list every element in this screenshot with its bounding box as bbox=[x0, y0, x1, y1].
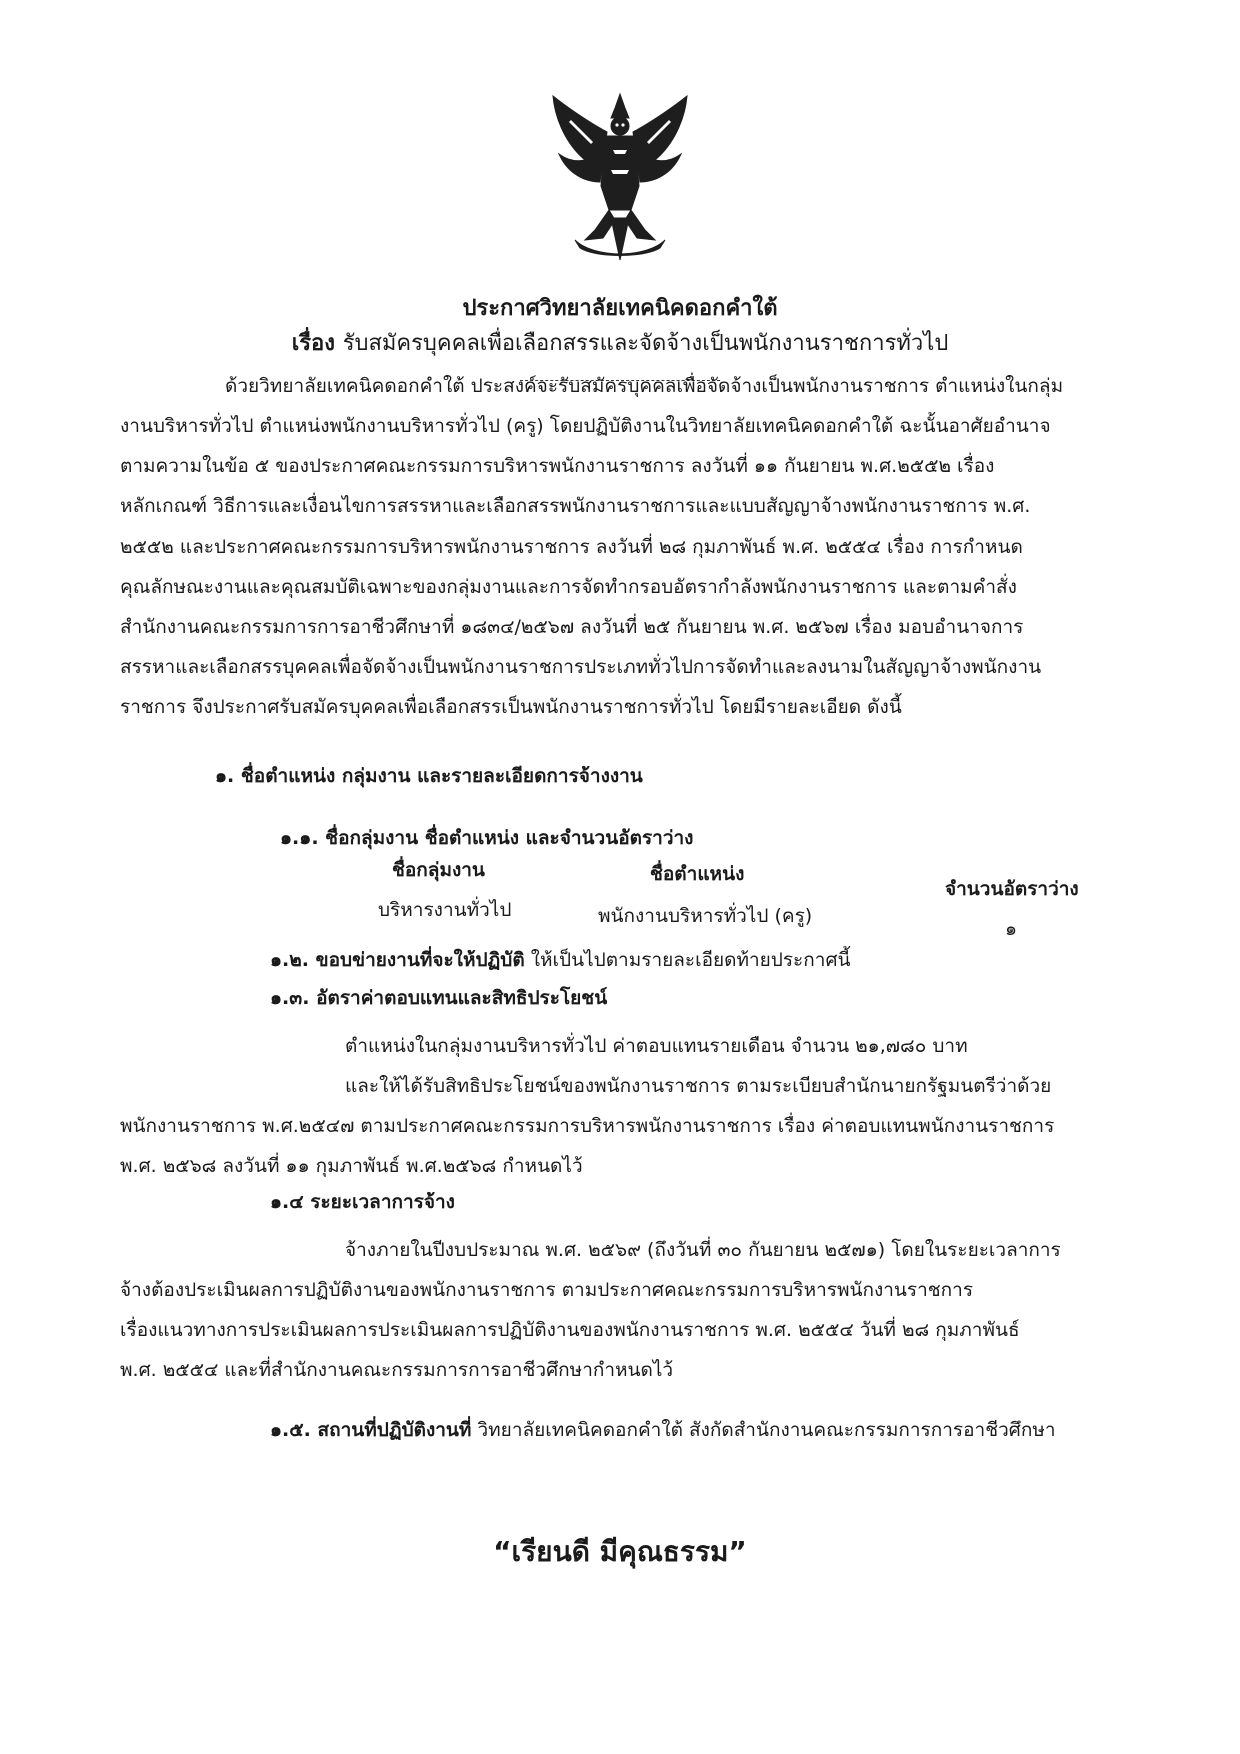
intro-line: สรรหาและเลือกสรรบุคคลเพื่อจัดจ้างเป็นพนักงานราชการประเภททั่วไปการจัดทำและลงนามในสัญญาจ้างพนักงาน bbox=[120, 656, 1042, 678]
section-1-1-heading: ๑.๑. ชื่อกลุ่มงาน ชื่อตำแหน่ง และจำนวนอัตราว่าง bbox=[280, 827, 694, 849]
section-1-3-line: และให้ได้รับสิทธิประโยชน์ของพนักงานราชการ ตามระเบียบสำนักนายกรัฐมนตรีว่าด้วย bbox=[345, 1075, 1052, 1097]
intro-line: ๒๕๕๒ และประกาศคณะกรรมการบริหารพนักงานราชการ ลงวันที่ ๒๘ กุมภาพันธ์ พ.ศ. ๒๕๕๔ เรื่อง การกำหนด bbox=[120, 536, 1023, 558]
section-1-4-heading: ๑.๔ ระยะเวลาการจ้าง bbox=[270, 1191, 455, 1213]
school-slogan: “เรียนดี มีคุณธรรม” bbox=[493, 1535, 747, 1568]
table-header-position: ชื่อตำแหน่ง bbox=[650, 863, 745, 885]
section-1-5-heading: ๑.๕. สถานที่ปฏิบัติงานที่ bbox=[270, 1419, 472, 1441]
intro-line: สำนักงานคณะกรรมการการอาชีวศึกษาที่ ๑๘๓๔/๒๕๖๗ ลงวันที่ ๒๕ กันยายน พ.ศ. ๒๕๖๗ เรื่อง มอบอำนาจการ bbox=[120, 616, 1024, 638]
section-1-4-line: จ้างภายในปีงบประมาณ พ.ศ. ๒๕๖๙ (ถึงวันที่ ๓๐ กันยายน ๒๕๗๑) โดยในระยะเวลาการ bbox=[345, 1239, 1061, 1261]
section-1-3-line: ตำแหน่งในกลุ่มงานบริหารทั่วไป ค่าตอบแทนรายเดือน จำนวน ๒๑,๗๘๐ บาท bbox=[345, 1035, 968, 1057]
section-1-2-text: ให้เป็นไปตามรายละเอียดท้ายประกาศนี้ bbox=[524, 949, 851, 971]
table-cell-position: พนักงานบริหารทั่วไป (ครู) bbox=[598, 905, 813, 927]
intro-line: ตามความในข้อ ๕ ของประกาศคณะกรรมการบริหารพนักงานราชการ ลงวันที่ ๑๑ กันยายน พ.ศ.๒๕๕๒ เรื่อง bbox=[120, 455, 995, 477]
table-header-group: ชื่อกลุ่มงาน bbox=[392, 859, 485, 881]
section-1-5-text: วิทยาลัยเทคนิคดอกคำใต้ สังกัดสำนักงานคณะกรรมการการอาชีวศึกษา bbox=[471, 1419, 1056, 1441]
subject-label: เรื่อง bbox=[291, 331, 336, 356]
intro-line: คุณลักษณะงานและคุณสมบัติเฉพาะของกลุ่มงานและการจัดทำกรอบอัตรากำลังพนักงานราชการ และตามคำสั่ง bbox=[120, 576, 1017, 598]
section-1-4-line: จ้างต้องประเมินผลการปฏิบัติงานของพนักงานราชการ ตามประกาศคณะกรรมการบริหารพนักงานราชการ bbox=[120, 1279, 974, 1301]
intro-line: ราชการ จึงประกาศรับสมัครบุคคลเพื่อเลือกสรรเป็นพนักงานราชการทั่วไป โดยมีรายละเอียด ดังนี้ bbox=[120, 696, 902, 718]
table-cell-count: ๑ bbox=[1005, 918, 1018, 940]
section-1-5 bbox=[270, 1416, 1056, 1444]
section-1-2-heading: ๑.๒. ขอบข่ายงานที่จะให้ปฏิบัติ bbox=[270, 949, 525, 971]
announcement-title: ประกาศวิทยาลัยเทคนิคดอกคำใต้ bbox=[462, 296, 778, 321]
section-1-heading: ๑. ชื่อตำแหน่ง กลุ่มงาน และรายละเอียดการจ้างงาน bbox=[215, 765, 643, 787]
announcement-subject bbox=[0, 325, 1240, 360]
section-1-3-line: พนักงานราชการ พ.ศ.๒๕๔๗ ตามประกาศคณะกรรมการบริหารพนักงานราชการ เรื่อง ค่าตอบแทนพนักงานราชการ bbox=[120, 1115, 1055, 1137]
section-1-4-line: พ.ศ. ๒๕๕๔ และที่สำนักงานคณะกรรมการการอาชีวศึกษากำหนดไว้ bbox=[120, 1359, 674, 1381]
table-cell-group: บริหารงานทั่วไป bbox=[378, 899, 512, 921]
subject-text: รับสมัครบุคคลเพื่อเลือกสรรและจัดจ้างเป็นพนักงานราชการทั่วไป bbox=[342, 331, 949, 356]
section-1-2 bbox=[270, 946, 851, 974]
section-1-3-heading: ๑.๓. อัตราค่าตอบแทนและสิทธิประโยชน์ bbox=[270, 987, 608, 1009]
intro-line: หลักเกณฑ์ วิธีการและเงื่อนไขการสรรหาและเลือกสรรพนักงานราชการและแบบสัญญาจ้างพนักงานราชการ พ.ศ. bbox=[120, 495, 1031, 517]
intro-line: งานบริหารทั่วไป ตำแหน่งพนักงานบริหารทั่วไป (ครู) โดยปฏิบัติงานในวิทยาลัยเทคนิคดอกคำใต้ ฉะนั้นอาศัยอำนาจ bbox=[120, 415, 1051, 437]
section-1-3-line: พ.ศ. ๒๕๖๘ ลงวันที่ ๑๑ กุมภาพันธ์ พ.ศ.๒๕๖๘ กำหนดไว้ bbox=[120, 1155, 583, 1177]
section-1-4-line: เรื่องแนวทางการประเมินผลการประเมินผลการปฏิบัติงานของพนักงานราชการ พ.ศ. ๒๕๕๔ วันที่ ๒๘ กุมภาพันธ์ bbox=[120, 1319, 1020, 1341]
intro-line: ด้วยวิทยาลัยเทคนิคดอกคำใต้ ประสงค์จะรับสมัครบุคคลเพื่อจัดจ้างเป็นพนักงานราชการ ตำแหน่งในกลุ่ม bbox=[225, 375, 1064, 397]
table-header-count: จำนวนอัตราว่าง bbox=[945, 878, 1079, 900]
garuda-emblem-icon bbox=[545, 90, 695, 265]
